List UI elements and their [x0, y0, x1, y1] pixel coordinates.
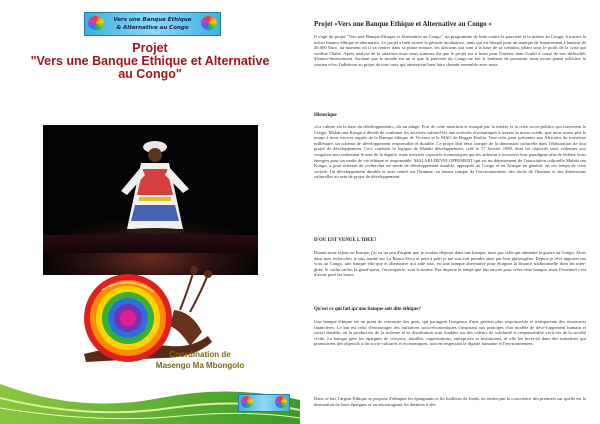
coordination-line-1: Coordination de	[169, 350, 231, 359]
intro-paragraph: Il s'agit du projet "Vers une Banque Ethique et Alternative au Congo", un programme de lutte contre la pauvreté et la misère au Congo, à travers la micro finance éthique et alternative. Le projet a bien trouvé la période incubatrice, mais qui est bloqué pour un manque de financement à hauteur de 20.000 Euro. au moment où il va rentrer dans sa phase mature, les africains qui sont à la base de sa création, pliant sous le poids de la crise qui conflue l'Italie. Après analyse de la situation nous nous sommes dit que le projet est si beau pour l'insérer dans l'oubli à cause de nos difficultés d'immo-financement. Sachant que le monde est un et que la pauvreté du Congo ne fait le bonheur de personne, nous avons pensé solliciter le soutien et/ou l'adhésion au projet de tous ceux qui aimeraient bien faire chemin ensemble avec nous.	[314, 34, 586, 67]
cover-title-line-1: Projet	[132, 41, 168, 55]
ethics-heading: Qu'est ce qui fait qu'une banque soit dite éthique?	[314, 307, 421, 312]
banner-line-1: Vers une Banque Ethique	[113, 17, 192, 23]
banner-line-2: & Alternative au Congo	[116, 25, 189, 31]
history-paragraph: «La culture est la base du développement», dit un adage. Fort de cette assertion et marqué par la misère et la crise socio-politico qui traversent le Congo, Malaki ma Kongo a décidé de combiner les activités culturel-les aux activités économiques à travers la micro-crédit, que nous avons pris le temps à nous exercer auprès de la Banque éthique de Vicenza et le MAG de Reggio Emilia. Tout cela, pour présenter aux Africains du troisième millénaire, un schéma de développement responsable et durable. Ce projet doit tenir compte de la dimension culturelle dans l'élaboration de tout projet de développement. Ceci combien la logique de Malaki développement, créé le 17 Janvier 1989, dont les objectifs sont: redonner aux congolais non seulement le sens de la dignité, mais activités capacités économiques qui les aideront à recouvrer leur paradigme afin de fédérer leurs énergies pour un mode de vie éthique et responsable. MALAKI-DEVELOPPEMENT qui est un département de l'association culturelle Malaki ma Kongo, a pour mission de rechercher un mode de développement durable, approprié au Congo et en Afrique en général, en ces temps de crise sociale. Un développement durable et auto-centré sur l'homme, en tenant compte de l'environnement, des droits de l'homme et des dimensions culturelles au sein de projet de développement.	[314, 124, 586, 180]
rainbow-fish-icon	[201, 16, 217, 30]
idea-paragraph: Durant nous séjour en Europe, j'ai vu un peu d'argent que je voulais déposer dans une banque, mais pas celle qui alimente la guerre au Congo. Alors dans mes recherches je suis tombé sur La Banca Etica et petit à petit je me suis fait prendre ainsi par leur philosophie. Depuis je rêve apporter ma voix au Congo, une banque éthi-que et alternative qui aide tout, est une banque alternative pour éloigner la finance traditionnelle dont les intér-ghée, le cache cache, la grant-spera, l'accroquerie, sont la norme. Pas importe le temps que fait encore pour créer cette banque, mais l'essentiel c'est d'avoir posé les bases.	[314, 250, 586, 278]
rainbow-snail-drawing	[62, 250, 217, 365]
ethics-paragraph: Une banque éthique est un point de rencontre des gens, qui partagent l'exigence d'une gestion plus responsa-ble et transparente des ressources financières. Le but est celui d'encourager des initiatives socio-économiques s'inspirant aux principes d'un modèle de déve-loppement humain et social durable, où la production de la richesse et sa distribution sont fondées sur des valeurs de solidarité et responsabilité vis-à-vis de la société civile. La banque gère les épargnes de citoyens, familles, organisations, entreprises et institutions, et elle les inves-tit dans des initiatives qui poursuivent des objectifs à fin socio-culturels et économiques, tout en respectant la dignité humaine et l'environnement.	[314, 319, 586, 347]
rainbow-fish-icon	[88, 16, 104, 30]
rainbow-fish-icon	[275, 396, 287, 408]
article-page	[300, 0, 600, 424]
footer-logo	[238, 394, 290, 412]
cover-title-line-3: au Congo"	[118, 67, 182, 81]
cover-title-line-2: "Vers une Banque Ethique et Alternative	[30, 54, 270, 68]
rainbow-fish-icon	[241, 396, 253, 408]
article-title: Projet «Vers une Banque Ethique et Alternative au Congo »	[314, 20, 492, 28]
closing-paragraph: Dans ce but, l'argent Ethique se propose d'éduquer les épargnants et les bailleurs de fonds, en renforçant la conscience des premiers sur quelle est la destination de leurs épargnes et en encourageant les derniers à dév	[314, 396, 586, 407]
history-heading: Historique	[314, 113, 337, 118]
coordination-line-2: Masengo Ma Mbongolo	[155, 361, 245, 370]
green-wave-footer	[0, 354, 300, 424]
cover-title	[0, 42, 300, 81]
logo-banner	[84, 12, 221, 36]
idea-heading: D'OU EST VENUE L'IDEE?	[314, 238, 377, 243]
